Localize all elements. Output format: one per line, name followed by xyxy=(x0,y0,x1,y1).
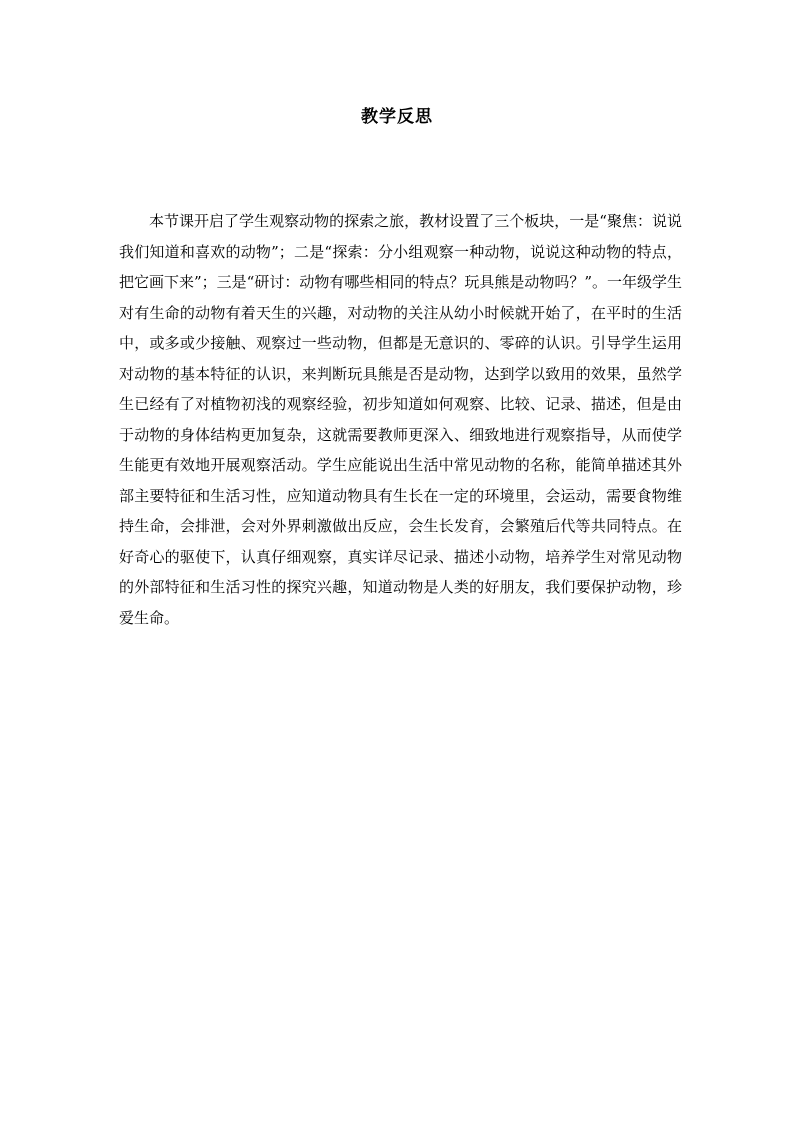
document-title: 教学反思 xyxy=(361,107,433,127)
body-paragraph: 本节课开启了学生观察动物的探索之旅，教材设置了三个板块，一是“聚焦：说说我们知道和喜欢的动物”；二是“探索：分小组观察一种动物，说说这种动物的特点，把它画下来”；三是“研讨：动物有哪些相同的特点？玩具熊是动物吗？”。一年级学生对有生命的动物有着天生的兴趣，对动物的关注从幼小时候就开始了，在平时的生活中，或多或少接触、观察过一些动物，但都是无意识的、零碎的认识。引导学生运用对动物的基本特征的认识，来判断玩具熊是否是动物，达到学以致用的效果，虽然学生已经有了对植物初浅的观察经验，初步知道如何观察、比较、记录、描述，但是由于动物的身体结构更加复杂，这就需要教师更深入、细致地进行观察指导，从而使学生能更有效地开展观察活动。学生应能说出生活中常见动物的名称，能简单描述其外部主要特征和生活习性，应知道动物具有生长在一定的环境里，会运动，需要食物维持生命，会排泄，会对外界刺激做出反应，会生长发育，会繁殖后代等共同特点。在好奇心的驱使下，认真仔细观察，真实详尽记录、描述小动物，培养学生对常见动物的外部特征和生活习性的探究兴趣，知道动物是人类的好朋友，我们要保护动物，珍爱生命。 xyxy=(119,212,683,627)
